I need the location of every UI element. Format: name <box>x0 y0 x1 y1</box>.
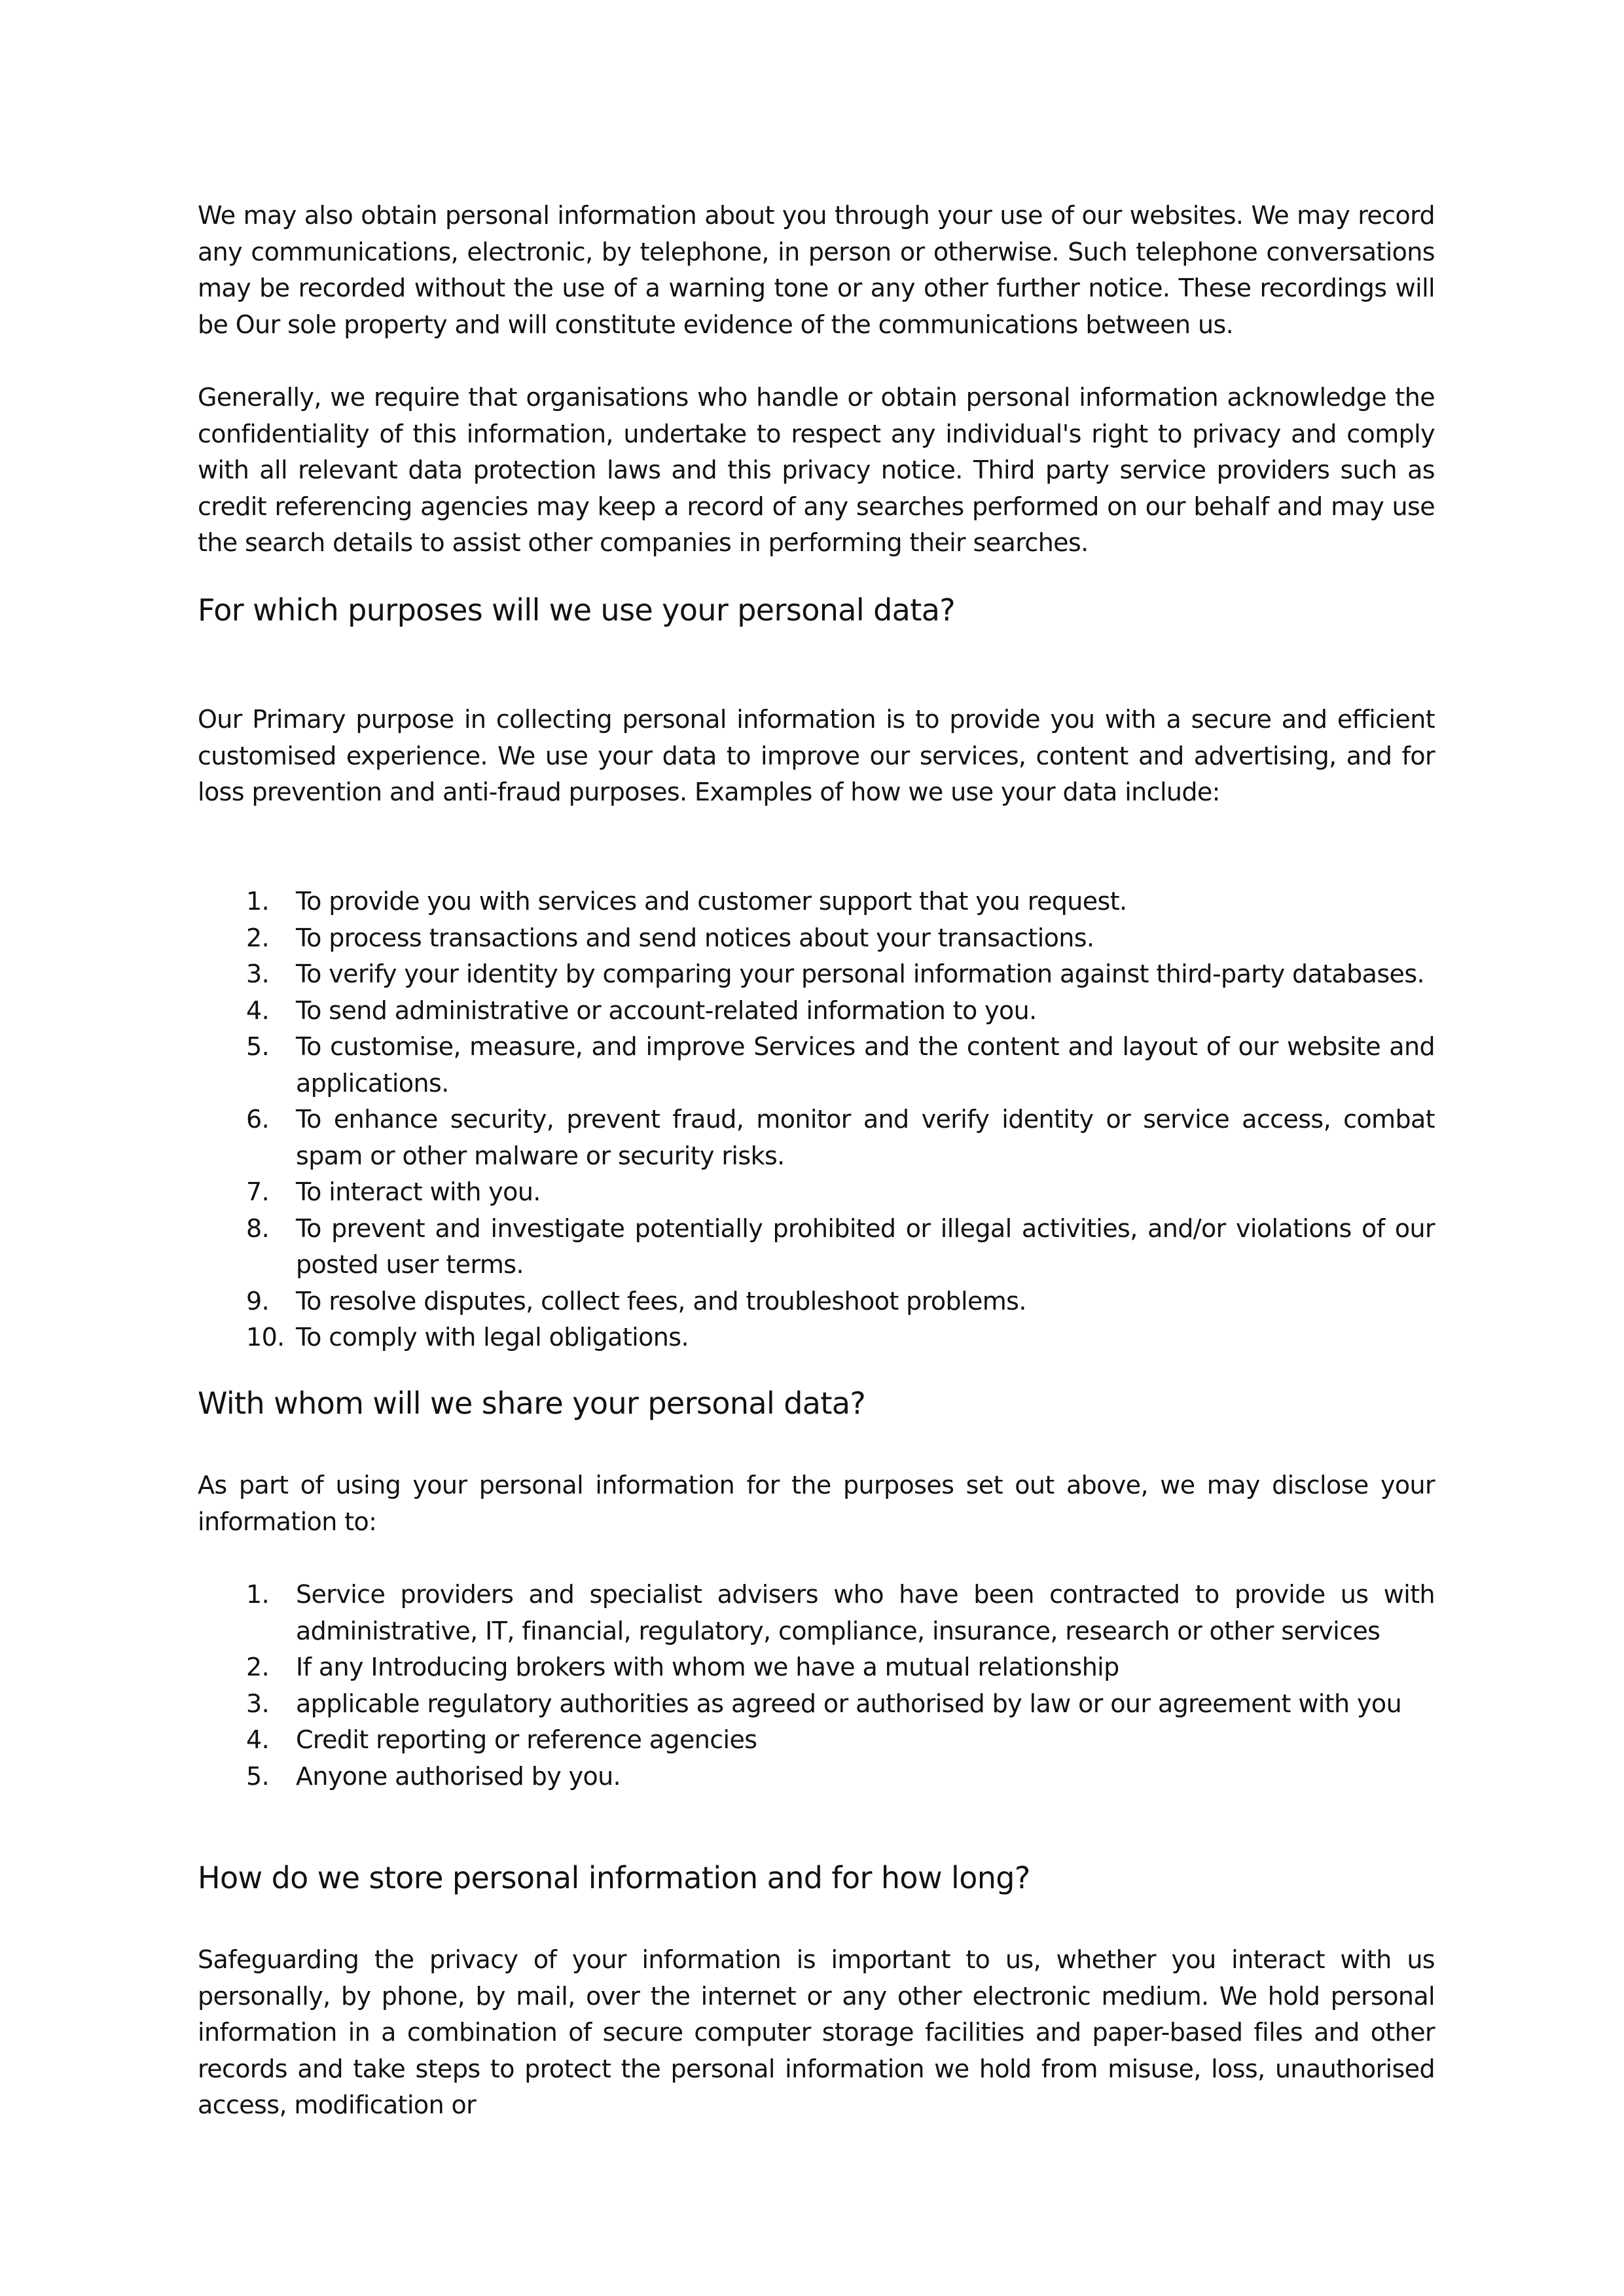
paragraph-sharing-intro: As part of using your personal information for the purposes set out above, we may disclose your information to: <box>198 1471 1435 1536</box>
list-item <box>198 1102 1435 1174</box>
list-item-text: To interact with you. <box>296 1177 541 1206</box>
list-number: 6. <box>246 1105 270 1134</box>
list-item <box>198 956 1435 993</box>
list-item <box>198 1283 1435 1320</box>
list-number: 5. <box>246 1761 270 1791</box>
list-item-text: To verify your identity by comparing your personal information against third-party databases. <box>296 960 1425 988</box>
list-number: 3. <box>246 960 270 988</box>
list-item-text: To customise, measure, and improve Services and the content and layout of our website and applications. <box>296 1032 1435 1098</box>
list-item <box>198 993 1435 1030</box>
paragraph-recordings: We may also obtain personal information about you through your use of our websites. We may record any communications, electronic, by telephone, in person or otherwise. Such telephone conversations may be recorded without the use of a warning tone or any other further notice. These recordings will be Our sole property and will constitute evidence of the communications between us. <box>198 201 1435 339</box>
list-number: 3. <box>246 1689 270 1718</box>
list-item <box>198 1759 1435 1795</box>
list-number: 2. <box>246 923 270 952</box>
list-item-text: If any Introducing brokers with whom we have a mutual relationship <box>296 1653 1119 1681</box>
list-number: 8. <box>246 1213 270 1243</box>
list-number: 1. <box>246 887 270 916</box>
list-item <box>198 1649 1435 1686</box>
list-number: 1. <box>246 1580 270 1609</box>
list-item <box>198 1211 1435 1283</box>
list-item-text: Credit reporting or reference agencies <box>296 1725 757 1754</box>
list-item-text: To comply with legal obligations. <box>296 1323 689 1352</box>
list-item <box>198 1722 1435 1759</box>
list-item <box>198 1319 1435 1356</box>
list-item-text: Service providers and specialist advisers who have been contracted to provide us with administrative, IT, financial, regulatory, compliance, insurance, research or other services <box>296 1580 1435 1645</box>
list-item-text: To provide you with services and customer support that you request. <box>296 887 1127 916</box>
paragraph-purposes-intro: Our Primary purpose in collecting personal information is to provide you with a secure and efficient customised experience. We use your data to improve our services, content and advertising, and for loss prevention and anti-fraud purposes. Examples of how we use your data include: <box>198 705 1435 806</box>
list-number: 4. <box>246 1725 270 1754</box>
heading-sharing: With whom will we share your personal data? <box>198 1386 866 1421</box>
list-item <box>198 1174 1435 1211</box>
list-item <box>198 1577 1435 1649</box>
list-item <box>198 1029 1435 1102</box>
heading-purposes: For which purposes will we use your personal data? <box>198 592 956 628</box>
list-number: 7. <box>246 1177 270 1206</box>
list-number: 4. <box>246 996 270 1025</box>
list-item <box>198 920 1435 957</box>
list-item-text: To resolve disputes, collect fees, and troubleshoot problems. <box>296 1286 1026 1316</box>
list-number: 9. <box>246 1286 270 1316</box>
list-item-text: To enhance security, prevent fraud, monitor and verify identity or service access, combat spam or other malware or security risks. <box>296 1105 1435 1170</box>
list-item-text: Anyone authorised by you. <box>296 1761 621 1791</box>
sharing-list <box>198 1577 1435 1795</box>
heading-storage: How do we store personal information and for how long? <box>198 1860 1030 1895</box>
list-number: 5. <box>246 1032 270 1061</box>
purposes-list <box>198 884 1435 1356</box>
paragraph-confidentiality: Generally, we require that organisations who handle or obtain personal information acknowledge the confidentiality of this information, undertake to respect any individual's right to privacy and comply with all relevant data protection laws and this privacy notice. Third party service providers such as credit referencing agencies may keep a record of any searches performed on our behalf and may use the search details to assist other companies in performing their searches. <box>198 383 1435 557</box>
list-item-text: To process transactions and send notices about your transactions. <box>296 923 1094 952</box>
paragraph-storage-intro: Safeguarding the privacy of your information is important to us, whether you interact with us personally, by phone, by mail, over the internet or any other electronic medium. We hold personal information in a combination of secure computer storage facilities and paper-based files and other records and take steps to protect the personal information we hold from misuse, loss, unauthorised access, modification or <box>198 1945 1435 2119</box>
list-item-text: To send administrative or account-related information to you. <box>296 996 1037 1025</box>
list-item <box>198 884 1435 920</box>
list-item <box>198 1686 1435 1723</box>
list-number: 2. <box>246 1653 270 1681</box>
list-item-text: To prevent and investigate potentially prohibited or illegal activities, and/or violations of our posted user terms. <box>296 1213 1435 1279</box>
list-item-text: applicable regulatory authorities as agreed or authorised by law or our agreement with you <box>296 1689 1402 1718</box>
list-number: 10. <box>246 1323 285 1352</box>
